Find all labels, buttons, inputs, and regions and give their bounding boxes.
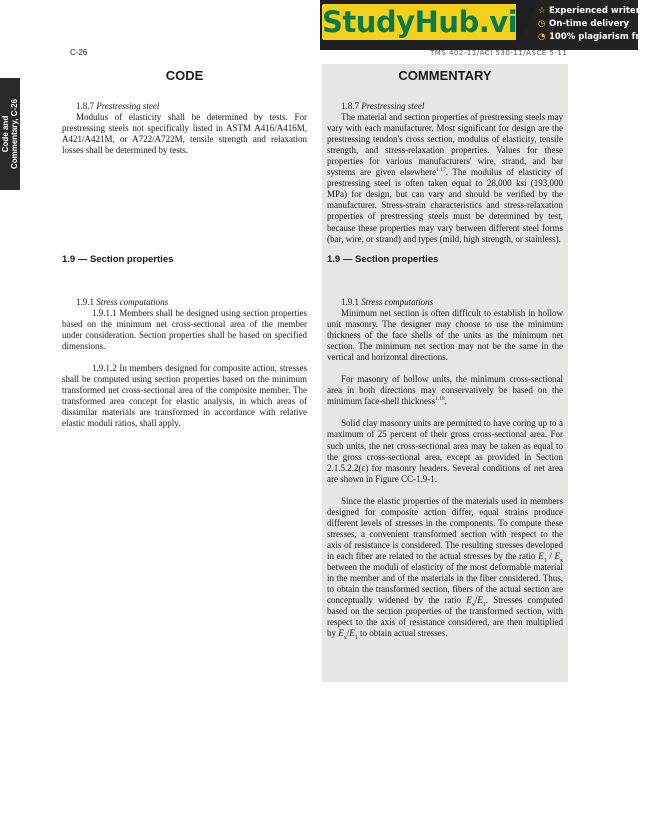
section-title: Stress computations — [96, 297, 169, 307]
running-head: TMS 402-11/ACI 530-11/ASCE 5-11 — [430, 49, 568, 57]
banner-wedge — [516, 0, 538, 50]
studyhub-banner — [320, 0, 651, 50]
math-subscript: 1 — [354, 635, 358, 642]
math-symbol: E — [477, 595, 483, 606]
clock-icon: ◷ — [538, 19, 546, 29]
studyhub-logo: StudyHub.vip — [322, 5, 538, 39]
math-symbol: E — [554, 550, 560, 561]
section-number: 1.9.1 — [341, 297, 359, 307]
code-1-9-1-2-text — [62, 363, 307, 429]
math-symbol: E — [349, 628, 355, 639]
feature-item — [538, 5, 651, 18]
paragraph-text: In members designed for composite action, stresses shall be computed using section properties based on the minimum transformed net cross-sectional area of the composite member. The transformed area concept for elastic analysis, in which areas of dissimilar materials are transformed in accordance with relative elastic moduli ratios, shall apply. — [62, 363, 308, 429]
feature-item — [538, 18, 651, 31]
reference-superscript: 1.18 — [434, 396, 445, 403]
math-subscript: x — [559, 557, 563, 564]
section-number: 1.9.1.2 — [92, 363, 117, 374]
code-1-8-7-text: Modulus of elasticity shall be determined by tests. For prestressing steels not specifically listed in ASTM A416/A416M, A421/A421M, or A722/A722M, tensile strength and relaxation losses shall be determined by tests. — [62, 112, 307, 156]
reference-superscript: 1.17 — [436, 167, 446, 174]
paragraph-text: to obtain actual stresses. — [357, 628, 448, 639]
paragraph-text: For masonry of hollow units, the minimum cross-sectional area in both directions may conservatively be based on the minimum face-shell thickness — [327, 374, 563, 407]
section-number: 1.8.7 — [341, 101, 359, 111]
math-symbol: E — [466, 595, 472, 606]
code-1-9-1-heading — [62, 297, 307, 308]
section-number: 1.9.1 — [76, 297, 94, 307]
code-section-1-9 — [62, 297, 307, 430]
math-symbol: E — [538, 550, 544, 561]
paragraph-text: between the moduli of elasticity of the most deformable material in the member and of the materials in the fiber considered. Thus, to obtain the transformed section, fibers of the actual section are conceptually widened by the ratio — [327, 561, 563, 606]
page-number: C-26 — [70, 48, 88, 57]
commentary-section-1-9 — [327, 297, 563, 642]
paragraph-text: Since the elastic properties of the materials used in members designed for composite action differ, equal strains produce different levels of stresses in the components. To compute these stresses, a convenient transformed section with respect to the axis of resistance is considered. The resulting stresses developed in each fiber are related to the actual stresses by the ratio — [327, 495, 563, 561]
math-operator: / — [474, 595, 478, 606]
feature-text: 100% plagiarism free — [549, 32, 651, 42]
section-number: 1.8.7 — [76, 101, 94, 111]
code-1-8-7-heading — [62, 101, 307, 112]
math-subscript: x — [343, 635, 347, 642]
commentary-paragraph-4 — [327, 496, 563, 640]
section-number: 1.9.1.1 — [92, 308, 117, 319]
section-title: Stress computations — [361, 297, 434, 307]
feature-item — [538, 31, 651, 44]
paragraph-text: . The modulus of elasticity of prestressing steel is often taken equal to 28,000 ksi (193,000 MPa) for design, but can vary and should be verified by the manufacturer. Stress-strain characteristics and stress-relaxation properties of prestressing steels must be determined by test, because these properties may vary between different steel forms (bar, wire, or strand) and types (mild, high strength, or stainless). — [327, 167, 563, 244]
commentary-section-1-8-7 — [327, 101, 563, 245]
feature-text: On-time delivery — [549, 19, 630, 29]
badge-icon: ◔ — [538, 32, 546, 42]
section-title: Prestressing steel — [361, 101, 425, 111]
side-tab — [0, 78, 20, 190]
commentary-column-title: COMMENTARY — [398, 68, 492, 83]
math-subscript: 1 — [543, 557, 547, 564]
math-symbol: E — [338, 628, 344, 639]
feature-text: Experienced writers — [549, 6, 645, 16]
code-1-9-1-1-text — [62, 308, 307, 352]
paragraph-text: The material and section properties of prestressing steels may vary with each manufacturer. Most significant for design are the prestressing tendon's cross section, modulus of elasticity, tensile strength, and stress-relaxation properties. Values for these properties for various manufacturers' wire, strand, and bar systems are given elsewhere — [327, 112, 563, 178]
math-operator: / — [346, 628, 350, 639]
code-section-1-8-7 — [62, 101, 307, 156]
paragraph-text: Members shall be designed using section properties based on the minimum net cross-sectional area of the member under consideration. Section properties shall be based on specified dimensions. — [62, 308, 307, 352]
math-subscript: 1 — [482, 601, 486, 608]
section-title: Prestressing steel — [96, 101, 160, 111]
commentary-section-1-9-heading: 1.9 — Section properties — [327, 254, 439, 265]
commentary-1-9-1-heading — [327, 297, 563, 308]
commentary-paragraph-1: Minimum net section is often difficult to establish in hollow unit masonry. The designer may choose to use the minimum thickness of the face shells of the units as the minimum net section. The minimum net section may not be the same in the vertical and horizontal directions. — [327, 308, 563, 363]
paragraph-text: . — [444, 396, 447, 407]
side-tab-label: Code and Commentary, C-26 — [1, 98, 19, 170]
star-icon: ☆ — [538, 6, 546, 16]
commentary-paragraph-3: Solid clay masonry units are permitted to have coring up to a maximum of 25 percent of their gross cross-sectional area. For such units, the net cross-sectional area may be taken as equal to the gross cross-sectional area, except as provided in Section 2.1.5.2.2(c) for masonry headers. Several conditions of net area are shown in Figure CC-1.9-1. — [327, 418, 563, 484]
paragraph-text: . Stresses computed based on the section properties of the transformed section, with respect to the axis of resistance considered, are then multiplied by — [327, 595, 563, 639]
code-column-title: CODE — [165, 68, 204, 83]
math-operator: / — [546, 550, 555, 561]
math-subscript: x — [471, 601, 475, 608]
banner-features — [538, 5, 651, 44]
commentary-1-8-7-heading — [327, 101, 563, 112]
code-section-1-9-heading: 1.9 — Section properties — [62, 254, 174, 265]
commentary-paragraph-2 — [327, 374, 563, 407]
commentary-1-8-7-text — [327, 112, 563, 245]
